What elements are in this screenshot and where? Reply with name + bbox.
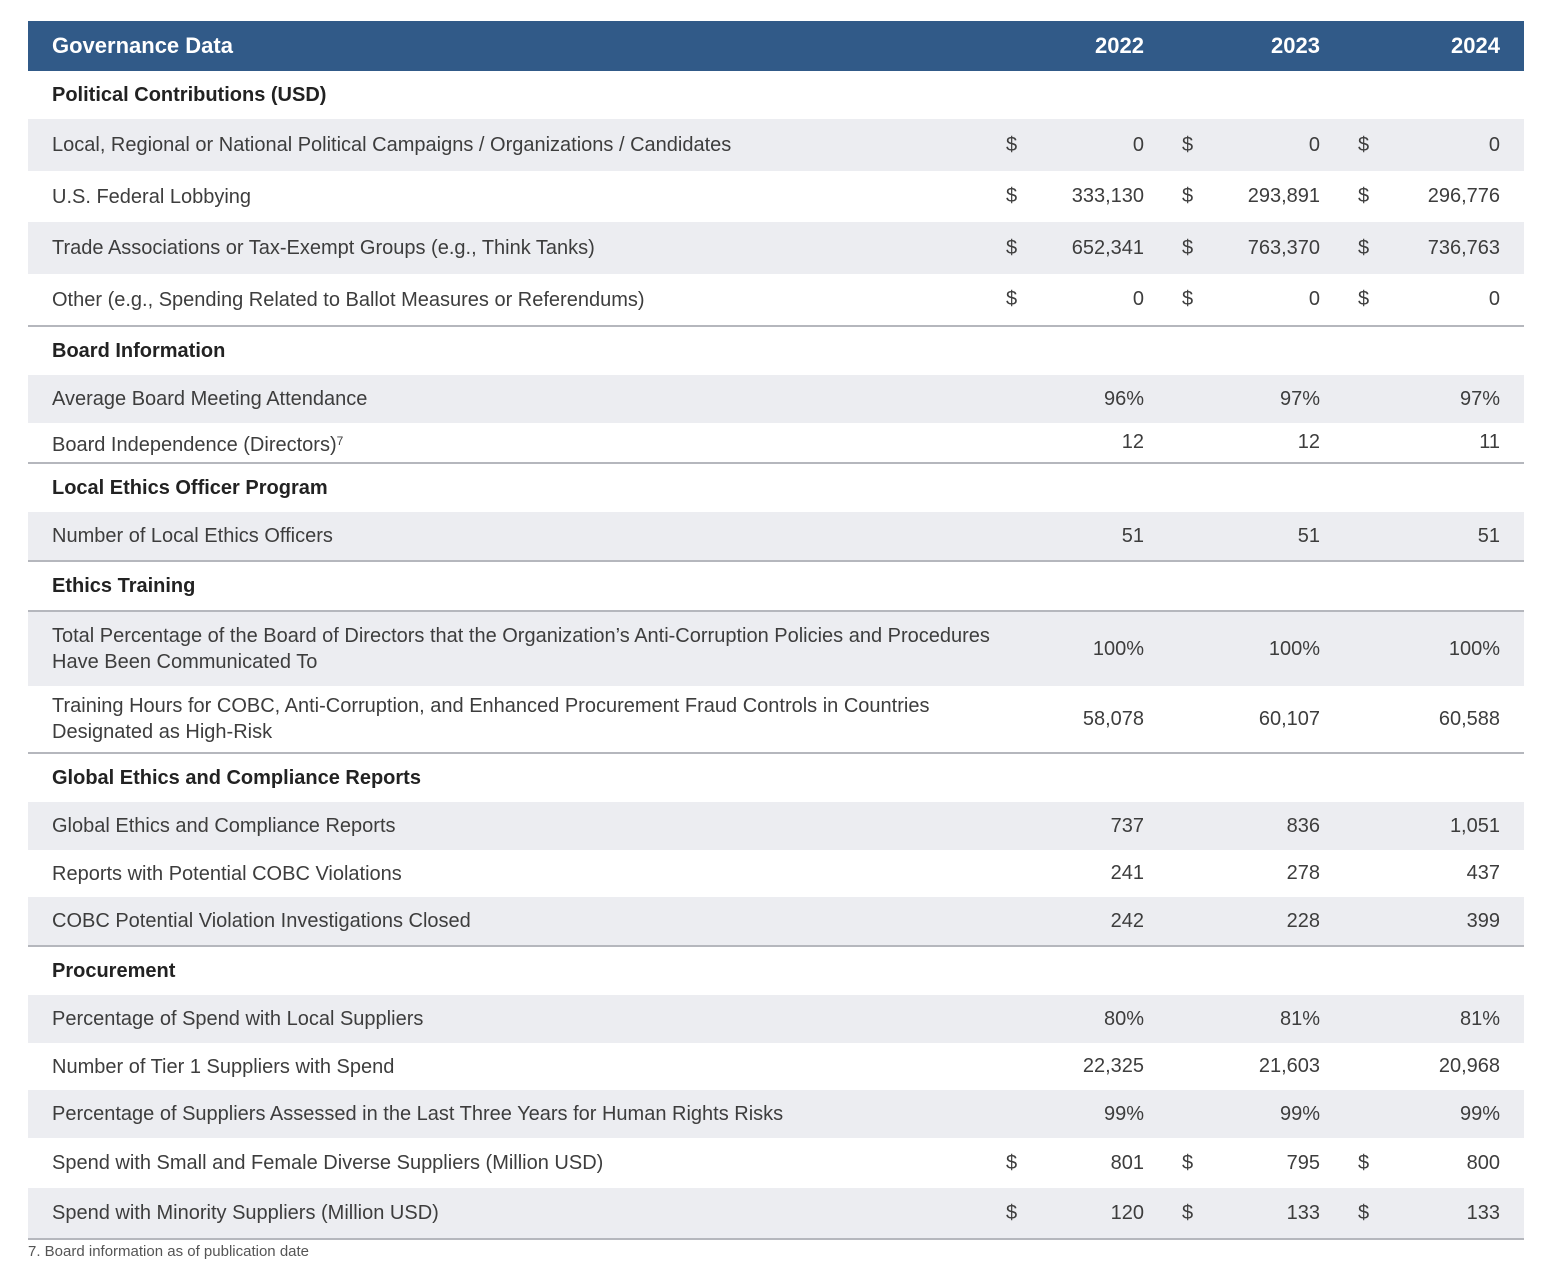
cell-value: 60,107 bbox=[1258, 707, 1320, 730]
value-cell-2022 bbox=[992, 815, 1168, 838]
value-cell-2022 bbox=[992, 1008, 1168, 1031]
currency-symbol: $ bbox=[1182, 133, 1194, 156]
row-label-text: Global Ethics and Compliance Reports bbox=[52, 815, 396, 837]
cell-value: 737 bbox=[1110, 814, 1144, 837]
value-cell-2024 bbox=[1344, 1055, 1524, 1078]
section-heading: Procurement bbox=[28, 945, 1524, 995]
cell-value: 736,763 bbox=[1427, 236, 1500, 259]
table-title: Governance Data bbox=[52, 33, 233, 58]
table-row bbox=[28, 222, 1524, 274]
currency-symbol: $ bbox=[1358, 185, 1370, 207]
cell-value: 133 bbox=[1466, 1201, 1500, 1224]
currency-symbol: $ bbox=[1358, 1201, 1370, 1224]
row-label-text: Average Board Meeting Attendance bbox=[52, 388, 368, 410]
row-label bbox=[28, 287, 992, 313]
cell-value: 99% bbox=[1279, 1102, 1320, 1125]
value-cell-2022 bbox=[992, 134, 1168, 157]
value-cell-2024 bbox=[1344, 1152, 1524, 1175]
value-cell-2023 bbox=[1168, 431, 1344, 454]
cell-value: 80% bbox=[1103, 1007, 1144, 1030]
value-cell-2023 bbox=[1168, 1202, 1344, 1225]
cell-value: 58,078 bbox=[1082, 707, 1144, 730]
footnote: 7. Board information as of publication date bbox=[28, 1243, 310, 1260]
value-cell-2024 bbox=[1344, 1202, 1524, 1225]
row-label-text: Training Hours for COBC, Anti-Corruption, and Enhanced Procurement Fraud Controls in Countries Designated as High-Risk bbox=[52, 695, 930, 743]
row-label-text: Percentage of Suppliers Assessed in the Last Three Years for Human Rights Risks bbox=[52, 1103, 784, 1125]
cell-value: 81% bbox=[1279, 1007, 1320, 1030]
cell-value: 333,130 bbox=[1071, 185, 1144, 207]
value-cell-2024 bbox=[1344, 388, 1524, 411]
cell-value: 120 bbox=[1110, 1201, 1144, 1224]
section-heading: Board Information bbox=[28, 325, 1524, 375]
cell-value: 296,776 bbox=[1427, 185, 1500, 207]
cell-value: 97% bbox=[1459, 387, 1500, 410]
value-cell-2022 bbox=[992, 185, 1168, 208]
value-cell-2024 bbox=[1344, 525, 1524, 548]
cell-value: 0 bbox=[1308, 288, 1320, 310]
row-label bbox=[28, 1150, 992, 1176]
value-cell-2024 bbox=[1344, 815, 1524, 838]
value-cell-2024 bbox=[1344, 862, 1524, 885]
value-cell-2022 bbox=[992, 431, 1168, 454]
cell-value: 763,370 bbox=[1247, 236, 1320, 259]
cell-value: 399 bbox=[1466, 909, 1500, 932]
row-label-text: COBC Potential Violation Investigations Closed bbox=[52, 910, 471, 932]
table-header bbox=[28, 21, 1524, 71]
year-header-2024: 2024 bbox=[1451, 33, 1500, 58]
value-cell-2023 bbox=[1168, 237, 1344, 260]
value-cell-2023 bbox=[1168, 1152, 1344, 1175]
currency-symbol: $ bbox=[1006, 236, 1018, 259]
cell-value: 51 bbox=[1121, 524, 1144, 547]
row-label-text: Trade Associations or Tax-Exempt Groups (e.g., Think Tanks) bbox=[52, 237, 595, 259]
table-row bbox=[28, 512, 1524, 560]
year-header-2023: 2023 bbox=[1271, 33, 1320, 58]
value-cell-2022 bbox=[992, 388, 1168, 411]
cell-value: 12 bbox=[1297, 431, 1320, 453]
table-row bbox=[28, 119, 1524, 171]
row-label-text: Other (e.g., Spending Related to Ballot Measures or Referendums) bbox=[52, 288, 645, 311]
row-label bbox=[28, 132, 992, 158]
value-cell-2024 bbox=[1344, 708, 1524, 731]
year-header-2022: 2022 bbox=[1095, 33, 1144, 58]
cell-value: 21,603 bbox=[1258, 1055, 1320, 1077]
section-heading: Local Ethics Officer Program bbox=[28, 462, 1524, 512]
cell-value: 99% bbox=[1103, 1102, 1144, 1125]
table-bottom-rule bbox=[28, 1238, 1524, 1240]
row-label bbox=[28, 235, 992, 261]
table-row bbox=[28, 1138, 1524, 1188]
value-cell-2023 bbox=[1168, 134, 1344, 157]
row-label-text: Spend with Small and Female Diverse Suppliers (Million USD) bbox=[52, 1152, 604, 1174]
cell-value: 278 bbox=[1286, 862, 1320, 884]
cell-value: 11 bbox=[1479, 431, 1500, 453]
value-cell-2022 bbox=[992, 1152, 1168, 1175]
cell-value: 0 bbox=[1488, 288, 1500, 310]
value-cell-2023 bbox=[1168, 1055, 1344, 1078]
row-label bbox=[28, 813, 992, 839]
currency-symbol: $ bbox=[1182, 288, 1194, 310]
cell-value: 60,588 bbox=[1438, 707, 1500, 730]
row-label bbox=[28, 428, 992, 458]
section-heading: Ethics Training bbox=[28, 560, 1524, 610]
value-cell-2022 bbox=[992, 638, 1168, 661]
row-label-text: Total Percentage of the Board of Directors that the Organization’s Anti-Corruption Policies and Procedures Have Been Communicated To bbox=[52, 625, 990, 673]
value-cell-2023 bbox=[1168, 815, 1344, 838]
row-label-text: Reports with Potential COBC Violations bbox=[52, 862, 402, 885]
value-cell-2022 bbox=[992, 708, 1168, 731]
value-cell-2024 bbox=[1344, 237, 1524, 260]
cell-value: 795 bbox=[1286, 1151, 1320, 1174]
cell-value: 12 bbox=[1121, 431, 1144, 453]
value-cell-2024 bbox=[1344, 1008, 1524, 1031]
row-label-text: U.S. Federal Lobbying bbox=[52, 185, 252, 208]
cell-value: 96% bbox=[1103, 387, 1144, 410]
value-cell-2022 bbox=[992, 910, 1168, 933]
value-cell-2024 bbox=[1344, 185, 1524, 208]
section-heading: Political Contributions (USD) bbox=[52, 83, 327, 106]
cell-value: 293,891 bbox=[1247, 185, 1320, 207]
table-row bbox=[28, 686, 1524, 752]
currency-symbol: $ bbox=[1358, 236, 1370, 259]
value-cell-2023 bbox=[1168, 525, 1344, 548]
value-cell-2023 bbox=[1168, 1008, 1344, 1031]
row-label-text: Number of Tier 1 Suppliers with Spend bbox=[52, 1055, 395, 1078]
table-row bbox=[28, 1043, 1524, 1090]
cell-value: 800 bbox=[1466, 1151, 1500, 1174]
value-cell-2022 bbox=[992, 862, 1168, 885]
cell-value: 0 bbox=[1308, 133, 1320, 156]
cell-value: 97% bbox=[1279, 387, 1320, 410]
row-label bbox=[28, 623, 992, 675]
cell-value: 22,325 bbox=[1082, 1055, 1144, 1077]
cell-value: 801 bbox=[1110, 1151, 1144, 1174]
value-cell-2024 bbox=[1344, 431, 1524, 454]
currency-symbol: $ bbox=[1358, 288, 1370, 310]
cell-value: 20,968 bbox=[1438, 1055, 1500, 1077]
value-cell-2023 bbox=[1168, 185, 1344, 208]
cell-value: 51 bbox=[1297, 524, 1320, 547]
cell-value: 100% bbox=[1448, 637, 1500, 660]
cell-value: 100% bbox=[1268, 637, 1320, 660]
governance-data-table bbox=[28, 21, 1524, 1240]
table-row bbox=[28, 897, 1524, 945]
row-label bbox=[28, 1006, 992, 1032]
row-label-text: Board Independence (Directors) bbox=[52, 433, 337, 456]
value-cell-2023 bbox=[1168, 1103, 1344, 1126]
cell-value: 133 bbox=[1286, 1201, 1320, 1224]
currency-symbol: $ bbox=[1182, 1201, 1194, 1224]
currency-symbol: $ bbox=[1358, 1151, 1370, 1174]
cell-value: 81% bbox=[1459, 1007, 1500, 1030]
currency-symbol: $ bbox=[1006, 185, 1018, 207]
value-cell-2024 bbox=[1344, 638, 1524, 661]
value-cell-2024 bbox=[1344, 910, 1524, 933]
section-heading: Global Ethics and Compliance Reports bbox=[28, 752, 1524, 802]
table-row bbox=[28, 171, 1524, 222]
footnote-marker: 7 bbox=[336, 433, 344, 448]
currency-symbol: $ bbox=[1182, 236, 1194, 259]
cell-value: 242 bbox=[1110, 909, 1144, 932]
value-cell-2023 bbox=[1168, 288, 1344, 311]
row-label bbox=[28, 523, 992, 549]
currency-symbol: $ bbox=[1358, 133, 1370, 156]
value-cell-2022 bbox=[992, 237, 1168, 260]
value-cell-2024 bbox=[1344, 1103, 1524, 1126]
row-label bbox=[28, 1200, 992, 1226]
row-label bbox=[28, 184, 992, 210]
cell-value: 241 bbox=[1110, 862, 1144, 884]
value-cell-2022 bbox=[992, 525, 1168, 548]
row-label bbox=[28, 861, 992, 887]
cell-value: 1,051 bbox=[1449, 814, 1500, 837]
cell-value: 652,341 bbox=[1071, 236, 1144, 259]
row-label bbox=[28, 1101, 992, 1127]
row-label bbox=[28, 1054, 992, 1080]
cell-value: 100% bbox=[1092, 637, 1144, 660]
cell-value: 51 bbox=[1477, 524, 1500, 547]
row-label bbox=[28, 693, 992, 745]
currency-symbol: $ bbox=[1182, 1151, 1194, 1174]
currency-symbol: $ bbox=[1182, 185, 1194, 207]
table-row bbox=[28, 995, 1524, 1043]
table-row bbox=[28, 610, 1524, 686]
currency-symbol: $ bbox=[1006, 133, 1018, 156]
value-cell-2024 bbox=[1344, 288, 1524, 311]
table-row bbox=[28, 423, 1524, 462]
table-row bbox=[28, 375, 1524, 423]
value-cell-2022 bbox=[992, 1055, 1168, 1078]
cell-value: 0 bbox=[1132, 133, 1144, 156]
row-label-text: Number of Local Ethics Officers bbox=[52, 525, 333, 547]
value-cell-2023 bbox=[1168, 708, 1344, 731]
row-label-text: Percentage of Spend with Local Suppliers bbox=[52, 1008, 424, 1030]
value-cell-2022 bbox=[992, 1202, 1168, 1225]
table-row bbox=[28, 1090, 1524, 1138]
currency-symbol: $ bbox=[1006, 1151, 1018, 1174]
row-label bbox=[28, 386, 992, 412]
currency-symbol: $ bbox=[1006, 1201, 1018, 1224]
value-cell-2022 bbox=[992, 1103, 1168, 1126]
cell-value: 437 bbox=[1466, 862, 1500, 884]
cell-value: 99% bbox=[1459, 1102, 1500, 1125]
cell-value: 0 bbox=[1488, 133, 1500, 156]
value-cell-2023 bbox=[1168, 638, 1344, 661]
value-cell-2023 bbox=[1168, 388, 1344, 411]
table-row bbox=[28, 1188, 1524, 1238]
row-label-text: Spend with Minority Suppliers (Million USD) bbox=[52, 1202, 439, 1224]
value-cell-2023 bbox=[1168, 910, 1344, 933]
row-label bbox=[28, 908, 992, 934]
currency-symbol: $ bbox=[1006, 288, 1018, 310]
value-cell-2022 bbox=[992, 288, 1168, 311]
cell-value: 228 bbox=[1286, 909, 1320, 932]
row-label-text: Local, Regional or National Political Campaigns / Organizations / Candidates bbox=[52, 134, 732, 156]
cell-value: 836 bbox=[1286, 814, 1320, 837]
cell-value: 0 bbox=[1132, 288, 1144, 310]
table-row bbox=[28, 850, 1524, 897]
table-row bbox=[28, 274, 1524, 325]
table-body bbox=[28, 71, 1524, 1240]
value-cell-2023 bbox=[1168, 862, 1344, 885]
value-cell-2024 bbox=[1344, 134, 1524, 157]
table-row bbox=[28, 802, 1524, 850]
